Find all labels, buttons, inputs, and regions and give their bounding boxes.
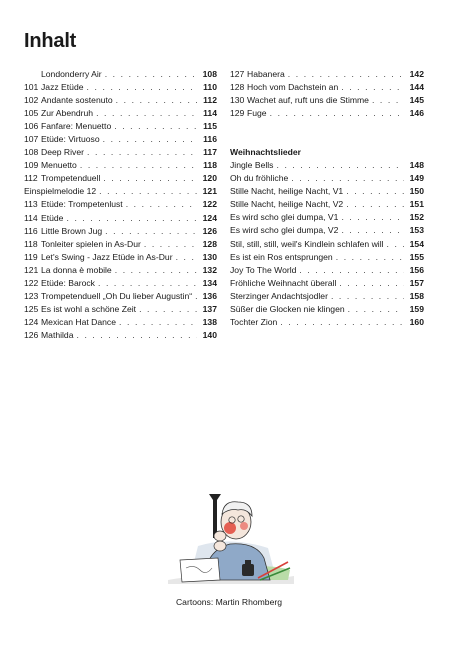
entry-page: 124 — [202, 212, 217, 223]
entry-page: 144 — [409, 82, 424, 93]
toc-entry[interactable] — [24, 107, 217, 120]
leader-dots — [96, 107, 197, 120]
toc-entry[interactable] — [24, 159, 217, 172]
leader-dots — [288, 68, 404, 81]
entry-number: 108 — [24, 147, 39, 158]
entry-title: Hoch vom Dachstein an — [247, 82, 339, 93]
entry-page: 159 — [409, 303, 424, 314]
toc-entry[interactable] — [230, 68, 424, 81]
entry-title: Mathilda — [41, 329, 74, 340]
toc-entry[interactable] — [24, 277, 217, 290]
toc-entry[interactable] — [24, 264, 217, 277]
toc-entry[interactable] — [24, 172, 217, 185]
entry-page: 108 — [202, 69, 217, 79]
leader-dots — [346, 185, 404, 198]
leader-dots — [87, 146, 197, 159]
toc-entry[interactable] — [24, 146, 217, 159]
entry-title: Menuetto — [41, 160, 77, 171]
entry-title: Let's Swing - Jazz Etüde in As-Dur — [41, 251, 173, 262]
leader-dots — [348, 303, 404, 316]
entry-title: Fröhliche Weihnacht überall — [230, 277, 337, 288]
leader-dots — [339, 277, 404, 290]
toc-entry[interactable] — [24, 329, 217, 342]
entry-title: Wachet auf, ruft uns die Stimme — [247, 95, 369, 106]
entry-number: 130 — [230, 95, 245, 106]
toc-entry[interactable] — [24, 198, 217, 211]
toc-entry[interactable] — [230, 290, 424, 303]
leader-dots — [280, 316, 404, 329]
toc-entry[interactable] — [230, 198, 424, 211]
toc-entry[interactable] — [230, 264, 424, 277]
leader-dots — [103, 133, 197, 146]
toc-entry[interactable] — [230, 316, 424, 329]
illustration-credit: Cartoons: Martin Rhomberg — [175, 597, 283, 607]
toc-entry[interactable] — [24, 212, 217, 225]
leader-dots — [99, 185, 197, 198]
entry-page: 126 — [202, 225, 217, 236]
leader-dots — [276, 159, 404, 172]
entry-number: 101 — [24, 82, 39, 93]
toc-entry[interactable] — [230, 277, 424, 290]
entry-number: 106 — [24, 121, 39, 132]
entry-number: 123 — [24, 290, 39, 301]
entry-title: Stille Nacht, heilige Nacht, V1 — [230, 186, 344, 197]
entry-page: 145 — [409, 95, 424, 106]
entry-page: 150 — [409, 186, 424, 197]
leader-dots — [195, 290, 197, 303]
toc-entry[interactable] — [230, 185, 424, 198]
entry-number: 125 — [24, 303, 39, 314]
leader-dots — [341, 224, 404, 237]
leader-dots — [270, 107, 404, 120]
toc-entry[interactable] — [230, 172, 424, 185]
entry-number: 114 — [24, 212, 38, 223]
entry-page: 138 — [202, 316, 217, 327]
entry-page: 142 — [409, 69, 424, 79]
entry-title: La donna è mobile — [41, 264, 112, 275]
entry-title: Es ist ein Ros entsprungen — [230, 251, 333, 262]
entry-title: Habanera — [247, 69, 285, 79]
entry-page: 128 — [202, 238, 217, 249]
entry-page: 115 — [203, 121, 217, 132]
entry-number: 102 — [24, 95, 39, 106]
entry-title: Sterzinger Andachtsjodler — [230, 290, 328, 301]
entry-page: 148 — [409, 160, 424, 171]
entry-page: 121 — [202, 186, 217, 197]
leader-dots — [336, 251, 404, 264]
entry-page: 152 — [409, 212, 424, 223]
entry-title: Etüde: Virtuoso — [41, 134, 100, 145]
toc-entry[interactable] — [24, 81, 217, 94]
leader-dots — [115, 264, 197, 277]
leader-dots — [87, 81, 197, 94]
toc-entry[interactable] — [230, 224, 424, 237]
entry-title: Etüde — [41, 212, 64, 223]
entry-title: Little Brown Jug — [41, 225, 103, 236]
entry-page: 151 — [409, 199, 424, 210]
entry-number: 126 — [24, 329, 39, 340]
leader-dots — [139, 303, 197, 316]
toc-entry[interactable] — [24, 303, 217, 316]
entry-title: Stil, still, still, weil's Kindlein schlafen will — [230, 238, 384, 249]
entry-title: Es ist wohl a schöne Zeit — [41, 303, 137, 314]
entry-title: Londonderry Air — [41, 69, 102, 79]
entry-number: 124 — [24, 316, 39, 327]
entry-page: 140 — [202, 329, 217, 340]
section-spacer — [230, 120, 424, 146]
leader-dots — [98, 277, 197, 290]
entry-number: 107 — [24, 134, 39, 145]
leader-dots — [116, 94, 197, 107]
entry-title: Stille Nacht, heilige Nacht, V2 — [230, 199, 344, 210]
entry-number: 105 — [24, 108, 39, 119]
entry-page: 153 — [409, 225, 424, 236]
leader-dots — [176, 251, 197, 264]
toc-entry[interactable] — [230, 107, 424, 120]
leader-dots — [105, 225, 197, 238]
leader-dots — [66, 212, 197, 225]
leader-dots — [105, 68, 197, 81]
entry-page: 110 — [203, 82, 217, 93]
leader-dots — [341, 81, 404, 94]
leader-dots — [76, 329, 197, 342]
entry-page: 118 — [203, 160, 217, 171]
entry-title: Jingle Bells — [230, 160, 274, 171]
toc-entry[interactable] — [230, 238, 424, 251]
toc-entry[interactable] — [24, 316, 217, 329]
entry-title: Es wird scho glei dumpa, V2 — [230, 225, 339, 236]
entry-page: 134 — [202, 277, 217, 288]
entry-number: 118 — [24, 238, 38, 249]
entry-page: 157 — [409, 277, 424, 288]
toc-entry[interactable] — [24, 290, 217, 303]
leader-dots — [80, 159, 197, 172]
leader-dots — [114, 120, 197, 133]
entry-number: 121 — [24, 264, 39, 275]
entry-title: Trompetenduell — [41, 173, 101, 184]
entry-number: 128 — [230, 82, 245, 93]
entry-number: 127 — [230, 69, 245, 79]
toc-entry[interactable] — [230, 81, 424, 94]
leader-dots — [103, 172, 197, 185]
leader-dots — [372, 94, 404, 107]
entry-title: Einspielmelodie 12 — [24, 186, 97, 197]
entry-title: Trompetenduell „Oh Du lieber Augustin“ — [41, 290, 193, 301]
entry-page: 137 — [202, 303, 217, 314]
toc-entry[interactable] — [230, 211, 424, 224]
entry-page: 120 — [202, 173, 217, 184]
entry-title: Andante sostenuto — [41, 95, 113, 106]
toc-entry[interactable] — [230, 303, 424, 316]
entry-page: 117 — [203, 147, 217, 158]
entry-page: 116 — [203, 134, 217, 145]
entry-page: 158 — [409, 290, 424, 301]
entry-number: 113 — [24, 199, 38, 210]
entry-title: Süßer die Glocken nie klingen — [230, 303, 345, 314]
entry-page: 146 — [409, 108, 424, 119]
entry-title: Etüde: Trompetenlust — [41, 199, 123, 210]
leader-dots — [346, 198, 404, 211]
entry-number: 119 — [24, 251, 38, 262]
page-title: Inhalt — [24, 30, 77, 52]
leader-dots — [291, 172, 404, 185]
entry-page: 132 — [202, 264, 217, 275]
toc-entry[interactable] — [230, 94, 424, 107]
toc-left-column — [24, 68, 217, 342]
toc-entry[interactable] — [24, 133, 217, 146]
leader-dots — [299, 264, 404, 277]
entry-title: Tochter Zion — [230, 316, 278, 327]
entry-title: Zur Abendruh — [41, 108, 94, 119]
entry-page: 156 — [409, 264, 424, 275]
entry-title: Es wird scho glei dumpa, V1 — [230, 212, 339, 223]
leader-dots — [341, 211, 404, 224]
entry-title: Etüde: Barock — [41, 277, 95, 288]
entry-page: 112 — [203, 95, 217, 106]
toc-entry[interactable] — [24, 94, 217, 107]
entry-number: 116 — [24, 225, 38, 236]
entry-page: 114 — [203, 108, 217, 119]
leader-dots — [387, 238, 404, 251]
entry-title: Fanfare: Menuetto — [41, 121, 112, 132]
toc-entry[interactable] — [24, 238, 217, 251]
entry-page: 122 — [202, 199, 217, 210]
entry-number: 122 — [24, 277, 39, 288]
toc-entry[interactable] — [24, 120, 217, 133]
trumpet-player-cartoon-icon — [160, 488, 300, 588]
leader-dots — [119, 316, 197, 329]
entry-title: Oh du fröhliche — [230, 173, 289, 184]
toc-entry[interactable] — [24, 185, 217, 198]
entry-title: Mexican Hat Dance — [41, 316, 116, 327]
toc-entry[interactable] — [230, 159, 424, 172]
entry-title: Fuge — [247, 108, 267, 119]
leader-dots — [126, 198, 197, 211]
entry-title: Joy To The World — [230, 264, 297, 275]
entry-title: Deep River — [41, 147, 84, 158]
entry-page: 136 — [202, 290, 217, 301]
entry-page: 160 — [409, 316, 424, 327]
entry-number: 129 — [230, 108, 245, 119]
entry-page: 154 — [409, 238, 424, 249]
entry-title: Jazz Etüde — [41, 82, 84, 93]
entry-page: 130 — [202, 251, 217, 262]
section-heading-christmas: Weihnachtslieder — [230, 147, 301, 158]
toc-entry[interactable] — [24, 225, 217, 238]
toc-right-column — [230, 68, 424, 329]
entry-number: 112 — [24, 173, 38, 184]
leader-dots — [144, 238, 197, 251]
entry-number: 109 — [24, 160, 39, 171]
entry-page: 149 — [409, 173, 424, 184]
entry-page: 155 — [409, 251, 424, 262]
toc-entry[interactable] — [24, 251, 217, 264]
entry-title: Tonleiter spielen in As-Dur — [41, 238, 141, 249]
leader-dots — [331, 290, 404, 303]
toc-entry[interactable] — [24, 68, 217, 81]
toc-entry[interactable] — [230, 251, 424, 264]
